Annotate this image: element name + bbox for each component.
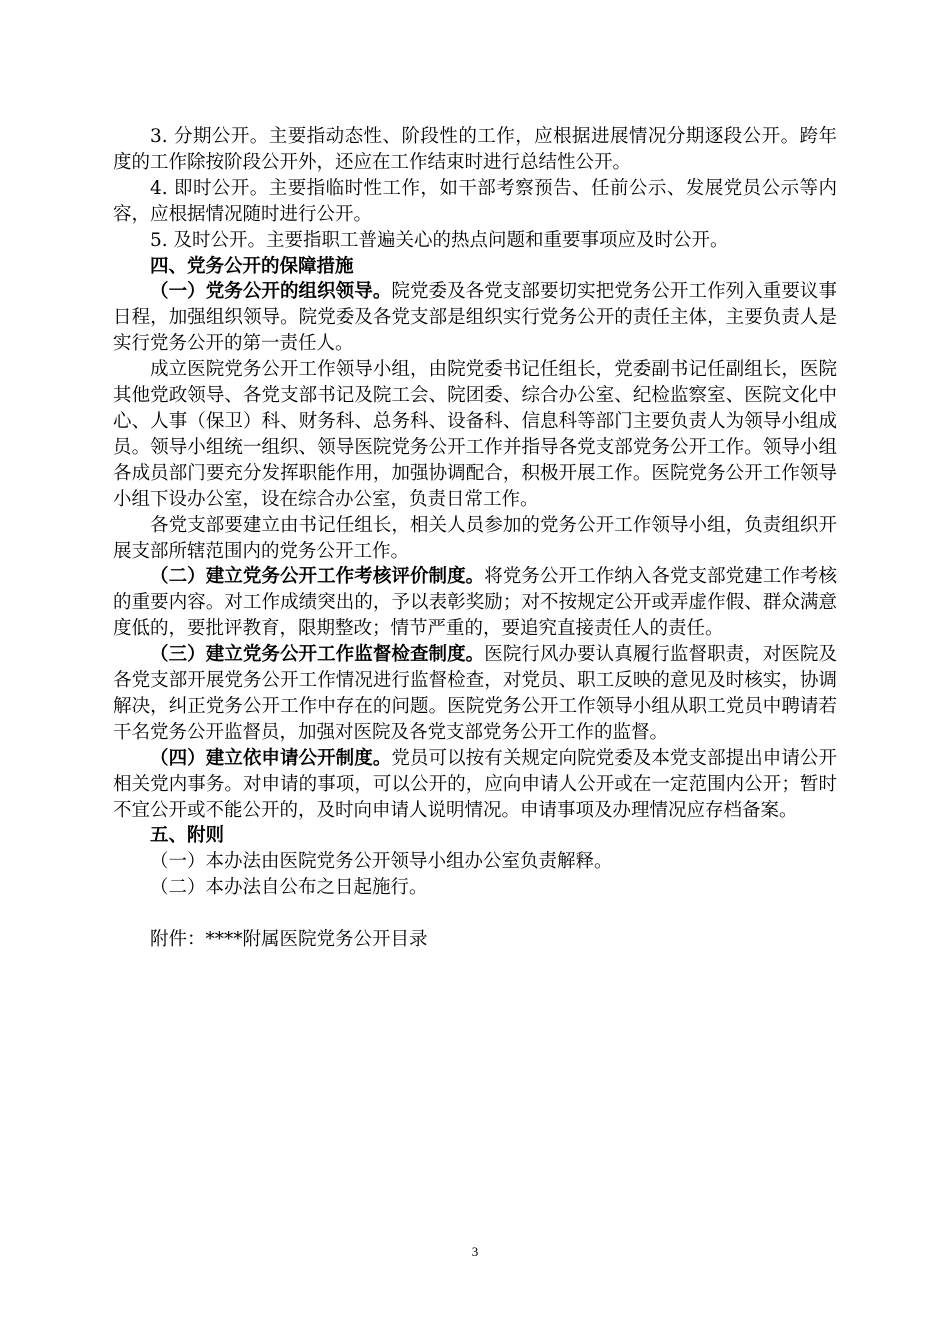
subsection-title-application-system: （四）建立依申请公开制度。 (150, 747, 392, 769)
subsection-text-supervision-system: 医院行风办要认真履行监督职责，对医院及各党支部开展党务公开工作情况进行监督检查，对党员、职工反映的意见及时核实，协调解决，纠正党务公开工作中存在的问题。医院党务公开工作领导小组从职工党员中聘请若干名党务公开监督员，加强对医院及各党支部党务公开工作的监督。 (113, 644, 837, 743)
blank-line (113, 901, 837, 927)
subsection-title-supervision-system: （三）建立党务公开工作监督检查制度。 (150, 644, 485, 666)
paragraph-instant-disclosure: 4. 即时公开。主要指临时性工作，如干部考察预告、任前公示、发展党员公示等内容，应根据情况随时进行公开。 (113, 177, 837, 225)
paragraph-branch-groups: 各党支部要建立由书记任组长，相关人员参加的党务公开工作领导小组，负责组织开展支部所辖范围内的党务公开工作。 (113, 514, 837, 562)
subsection-text-application-system: 党员可以按有关规定向院党委及本党支部提出申请公开相关党内事务。对申请的事项，可以公开的，应向申请人公开或在一定范围内公开；暂时不宜公开或不能公开的，及时向申请人说明情况。申请事项及办理情况应存档备案。 (113, 747, 837, 821)
paragraph-assessment-system (113, 564, 837, 642)
supplementary-clause-2: （二）本办法自公布之日起施行。 (150, 877, 428, 899)
section-4-heading: 四、党务公开的保障措施 (150, 255, 354, 277)
subsection-text-organizational-leadership: 院党委及各党支部要切实把党务公开工作列入重要议事日程，加强组织领导。院党委及各党支部是组织实行党务公开的责任主体，主要负责人是实行党务公开的第一责任人。 (113, 281, 837, 355)
paragraph-staged-disclosure: 3. 分期公开。主要指动态性、阶段性的工作，应根据进展情况分期逐段公开。跨年度的工作除按阶段公开外，还应在工作结束时进行总结性公开。 (113, 126, 837, 173)
paragraph-application-system (113, 746, 837, 824)
paragraph-supervision-system (113, 642, 837, 746)
paragraph-leading-group: 成立医院党务公开工作领导小组，由院党委书记任组长，党委副书记任副组长，医院其他党政领导、各党支部书记及院工会、院团委、综合办公室、纪检监察室、医院文化中心、人事（保卫）科、财务科、总务科、设备科、信息科等部门主要负责人为领导小组成员。领导小组统一组织、领导医院党务公开工作并指导各党支部党务公开工作。领导小组各成员部门要充分发挥职能作用，加强协调配合，积极开展工作。医院党务公开工作领导小组下设办公室，设在综合办公室，负责日常工作。 (113, 359, 837, 510)
paragraph-timely-disclosure: 5. 及时公开。主要指职工普遍关心的热点问题和重要事项应及时公开。 (150, 229, 729, 251)
attachment-note: 附件：****附属医院党务公开目录 (150, 929, 428, 951)
document-body (113, 124, 837, 953)
paragraph-organizational-leadership (113, 279, 837, 357)
page-number: 3 (471, 1244, 479, 1259)
subsection-text-assessment-system: 将党务公开工作纳入各党支部党建工作考核的重要内容。对工作成绩突出的，予以表彰奖励；对不按规定公开或弄虚作假、群众满意度低的，要批评教育，限期整改；情节严重的，要追究直接责任人的责任。 (113, 566, 837, 640)
section-5-heading: 五、附则 (150, 825, 225, 847)
supplementary-clause-1: （一）本办法由医院党务公开领导小组办公室负责解释。 (150, 851, 613, 873)
subsection-title-assessment-system: （二）建立党务公开工作考核评价制度。 (150, 566, 485, 588)
subsection-title-organizational-leadership: （一）党务公开的组织领导。 (150, 281, 392, 303)
